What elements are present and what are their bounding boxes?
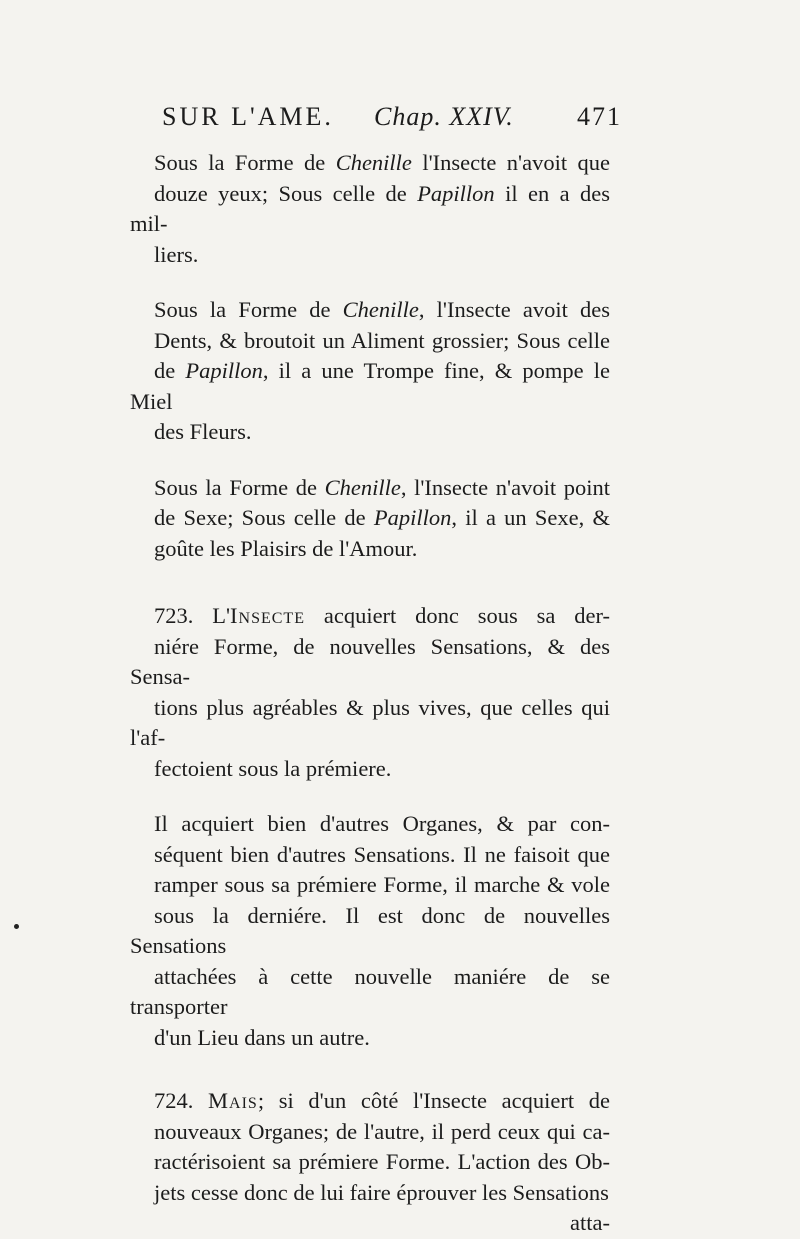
body-text [130, 148, 610, 1239]
text-line: Dents, & broutoit un Aliment grossier; Sous celle [154, 327, 610, 353]
running-header [162, 102, 622, 138]
paragraph [130, 1086, 610, 1208]
text-line: niére Forme, de nouvelles Sensations, & des Sensa- [130, 633, 610, 689]
text-line: attachées à cette nouvelle maniére de se transporter [130, 963, 610, 1019]
text-line: des Fleurs. [154, 419, 252, 444]
ink-speck [14, 924, 19, 929]
italic-term: Chenille [335, 150, 412, 175]
italic-term: Chenille [324, 474, 401, 500]
text-line: Sous la Forme de Chenille, l'Insecte avoit des [154, 297, 610, 322]
italic-term: Chenille [342, 297, 419, 322]
italic-term: Papillon [373, 505, 452, 530]
text-line: tions plus agréables & plus vives, que celles qui l'af- [130, 694, 610, 750]
page-number: 471 [577, 102, 622, 131]
text-line: jets cesse donc de lui faire éprouver les Sensations [154, 1179, 609, 1205]
text-line: fectoient sous la prémiere. [154, 755, 392, 781]
text-line: 723. L'Insecte acquiert donc sous sa der- [154, 603, 610, 628]
text-line: sous la derniére. Il est donc de nouvelles Sensations [130, 902, 610, 958]
small-caps-word: Insecte [230, 603, 305, 628]
text-line: ramper sous sa prémiere Forme, il marche & vole [154, 872, 610, 897]
text-line: liers. [154, 241, 199, 267]
text-line: de Papillon, il a une Trompe fine, & pompe le Miel [130, 358, 610, 414]
running-title: SUR L'AME. [162, 102, 334, 131]
text-line: nouveaux Organes; de l'autre, il perd ceux qui ca- [154, 1118, 610, 1144]
paragraph [130, 809, 610, 1053]
text-line: 724. Mais; si d'un côté l'Insecte acquiert de [154, 1088, 610, 1113]
text-line: Sous la Forme de Chenille, l'Insecte n'avoit point [154, 474, 610, 500]
text-line: Sous la Forme de Chenille l'Insecte n'avoit que [154, 150, 610, 175]
text-line: douze yeux; Sous celle de Papillon il en a des mil- [130, 180, 611, 236]
small-caps-word: Mais [208, 1088, 258, 1113]
paragraph [130, 473, 610, 565]
paragraph [130, 148, 610, 270]
paragraph [130, 295, 610, 448]
text-line: Il acquiert bien d'autres Organes, & par con- [154, 811, 610, 836]
text-line: séquent bien d'autres Sensations. Il ne faisoit que [154, 841, 610, 867]
text-line: de Sexe; Sous celle de Papillon, il a un Sexe, & [154, 505, 610, 530]
italic-term: Papillon [417, 180, 495, 206]
catchword: atta- [570, 1210, 610, 1235]
text-line: ractérisoient sa prémiere Forme. L'action des Ob- [154, 1149, 610, 1174]
chapter-label: Chap. XXIV. [374, 102, 514, 131]
italic-term: Papillon [185, 358, 263, 383]
text-line: d'un Lieu dans un autre. [154, 1024, 370, 1050]
text-line: goûte les Plaisirs de l'Amour. [154, 535, 418, 561]
paragraph [130, 601, 610, 784]
